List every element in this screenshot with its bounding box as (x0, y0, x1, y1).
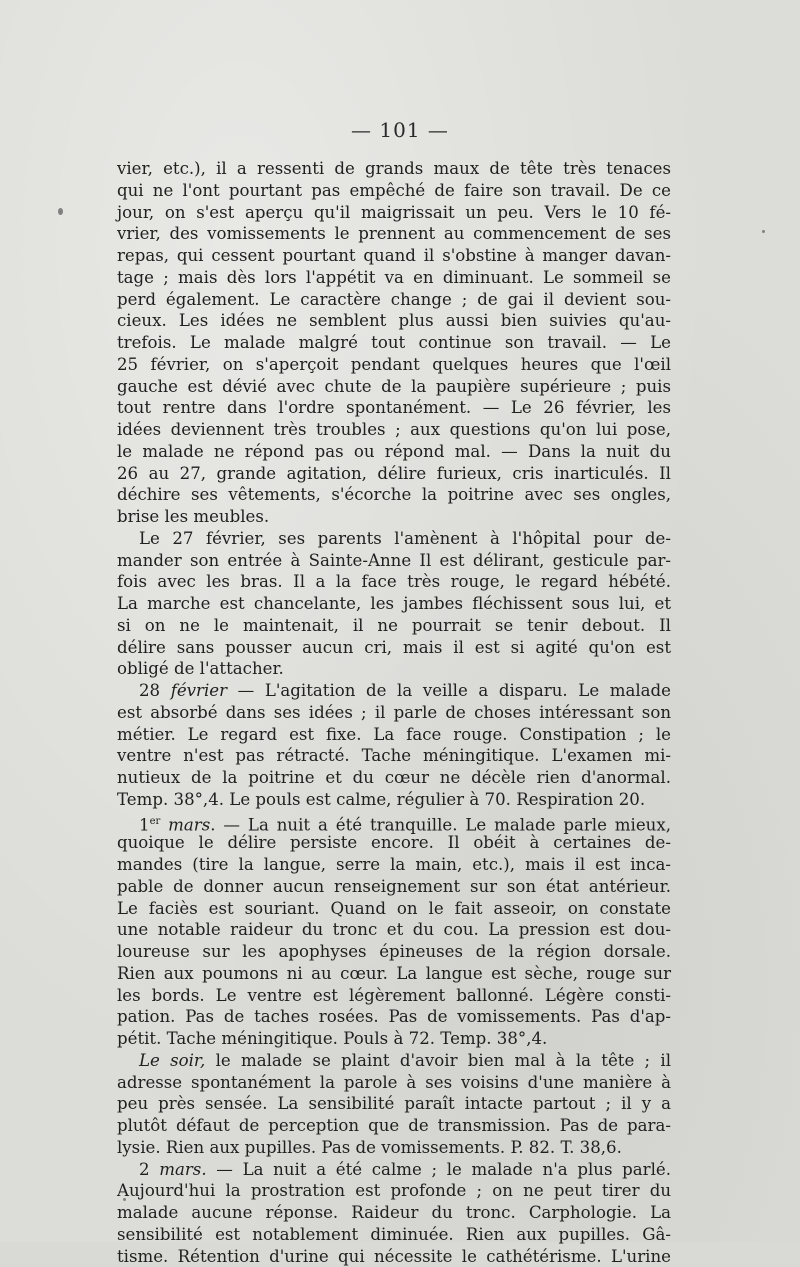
text-line: La marche est chancelante, les jambes fléchissent sous lui, et (117, 593, 671, 615)
text-line: mandes (tire la langue, serre la main, etc.), mais il est inca- (117, 854, 671, 876)
text-line: sensibilité est notablement diminuée. Rien aux pupilles. Gâ- (117, 1224, 671, 1246)
date-month: février (171, 681, 227, 700)
text-line-dated (117, 1050, 671, 1072)
date-ordinal: er (150, 816, 161, 827)
page-number: — 101 — (0, 118, 800, 142)
text-line: une notable raideur du tronc et du cou. La pression est dou- (117, 919, 671, 941)
text-line: ventre n'est pas rétracté. Tache méningitique. L'examen mi- (117, 745, 671, 767)
text-line: cieux. Les idées ne semblent plus aussi bien suivies qu'au- (117, 310, 671, 332)
text-line: vier, etc.), il a ressenti de grands maux de tête très tenaces (117, 158, 671, 180)
text-line: tout rentre dans l'ordre spontanément. — Le 26 février, les (117, 397, 671, 419)
text-line: jour, on s'est aperçu qu'il maigrissait un peu. Vers le 10 fé- (117, 202, 671, 224)
text-line: loureuse sur les apophyses épineuses de la région dorsale. (117, 941, 671, 963)
text-line: est absorbé dans ses idées ; il parle de choses intéressant son (117, 702, 671, 724)
text-line: quoique le délire persiste encore. Il obéit à certaines de- (117, 832, 671, 854)
text-line: repas, qui cessent pourtant quand il s'obstine à manger davan- (117, 245, 671, 267)
entry-text-visible: — L'agitation de la veille a disparu. Le malade (227, 681, 671, 700)
text-line: nutieux de la poitrine et du cœur ne décèle rien d'anormal. (117, 767, 671, 789)
text-line: malade aucune réponse. Raideur du tronc. Carphologie. La (117, 1202, 671, 1224)
text-line: les bords. Le ventre est légèrement ballonné. Légère consti- (117, 985, 671, 1007)
text-line: brise les meubles. (117, 506, 671, 528)
text-line: gauche est dévié avec chute de la paupière supérieure ; puis (117, 376, 671, 398)
margin-mark (762, 230, 765, 233)
text-line: mander son entrée à Sainte-Anne Il est délirant, gesticule par- (117, 550, 671, 572)
text-line: lysie. Rien aux pupilles. Pas de vomissements. P. 82. T. 38,6. (117, 1137, 671, 1159)
text-line: qui ne l'ont pourtant pas empêché de faire son travail. De ce (117, 180, 671, 202)
text-line: Temp. 38°,4. Le pouls est calme, régulier à 70. Respiration 20. (117, 789, 671, 811)
text-line: tisme. Rétention d'urine qui nécessite le cathétérisme. L'urine (117, 1246, 671, 1267)
text-line: obligé de l'attacher. (117, 658, 671, 680)
text-line: le malade ne répond pas ou répond mal. — Dans la nuit du (117, 441, 671, 463)
text-line: trefois. Le malade malgré tout continue son travail. — Le (117, 332, 671, 354)
text-line: tage ; mais dès lors l'appétit va en diminuant. Le sommeil se (117, 267, 671, 289)
text-line: Le faciès est souriant. Quand on le fait asseoir, on constate (117, 898, 671, 920)
text-line-dated (117, 1159, 671, 1181)
text-line: pable de donner aucun renseignement sur son état antérieur. (117, 876, 671, 898)
time-of-day: Le soir, (139, 1051, 205, 1070)
text-line: 26 au 27, grande agitation, délire furieux, cris inarticulés. Il (117, 463, 671, 485)
date-day: 28 (139, 681, 160, 700)
text-line: si on ne le maintenait, il ne pourrait se tenir debout. Il (117, 615, 671, 637)
text-line: peu près sensée. La sensibilité paraît intacte partout ; il y a (117, 1093, 671, 1115)
body-text (117, 158, 671, 1267)
text-line: adresse spontanément la parole à ses voisins d'une manière à (117, 1072, 671, 1094)
text-line-dated (117, 680, 671, 702)
text-line: 25 février, on s'aperçoit pendant quelques heures que l'œil (117, 354, 671, 376)
margin-mark (58, 208, 63, 215)
text-line: Le 27 février, ses parents l'amènent à l'hôpital pour de- (117, 528, 671, 550)
text-line: délire sans pousser aucun cri, mais il est si agité qu'on est (117, 637, 671, 659)
text-line: Rien aux poumons ni au cœur. La langue est sèche, rouge sur (117, 963, 671, 985)
entry-text-visible: . — La nuit a été tranquille. Le malade parle mieux, (210, 815, 671, 834)
text-line: Aujourd'hui la prostration est profonde ; on ne peut tirer du (117, 1180, 671, 1202)
date-day: 2 (139, 1160, 150, 1179)
date-day: 1 (139, 815, 150, 834)
entry-text: — La nuit a été calme ; le malade n'a plus parlé. (216, 1160, 671, 1179)
text-line: fois avec les bras. Il a la face très rouge, le regard hébété. (117, 571, 671, 593)
text-line: pation. Pas de taches rosées. Pas de vomissements. Pas d'ap- (117, 1006, 671, 1028)
text-line-dated (117, 811, 671, 833)
text-line: perd également. Le caractère change ; de gai il devient sou- (117, 289, 671, 311)
entry-text: le malade se plaint d'avoir bien mal à la tête ; il (216, 1051, 671, 1070)
text-line: métier. Le regard est fixe. La face rouge. Constipation ; le (117, 724, 671, 746)
date-month: mars (168, 815, 210, 834)
text-line: vrier, des vomissements le prennent au commencement de ses (117, 223, 671, 245)
text-line: idées deviennent très troubles ; aux questions qu'on lui pose, (117, 419, 671, 441)
date-month: mars. (159, 1160, 206, 1179)
text-line: plutôt défaut de perception que de transmission. Pas de para- (117, 1115, 671, 1137)
text-line: déchire ses vêtements, s'écorche la poitrine avec ses ongles, (117, 484, 671, 506)
text-line: pétit. Tache méningitique. Pouls à 72. Temp. 38°,4. (117, 1028, 671, 1050)
